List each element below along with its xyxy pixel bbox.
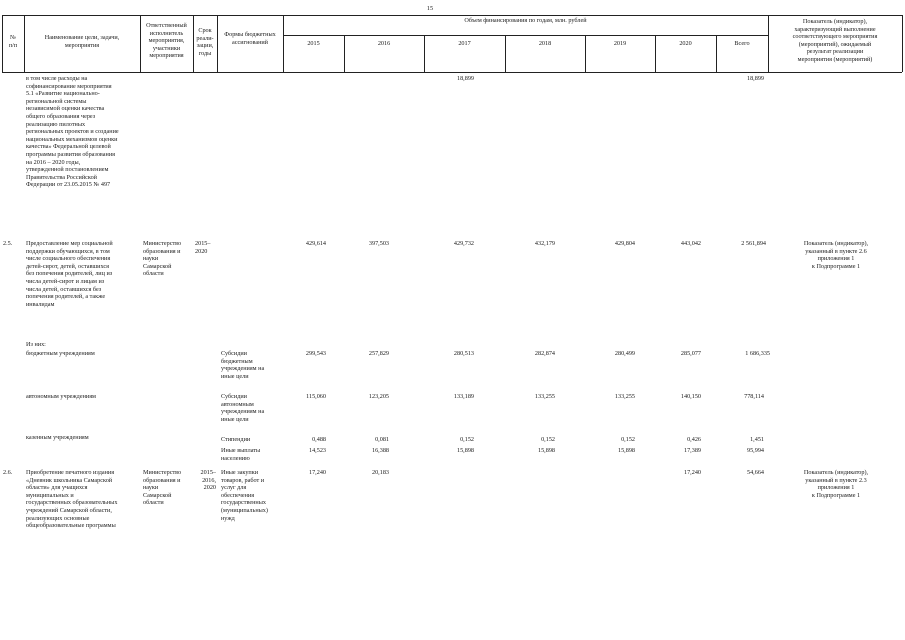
- header-year-2020: 2020: [679, 40, 692, 47]
- state-inst-oth-2018: 15,898: [537, 447, 555, 454]
- header-year-2018: 2018: [538, 40, 552, 47]
- state-inst-form-other-payments: Иные выплаты населению: [221, 447, 261, 462]
- of-them-label: Из них:: [26, 341, 46, 348]
- state-inst-sch-2019: 0,152: [621, 436, 635, 443]
- header-name-col: Наименование цели, задачи, мероприятия: [44, 34, 120, 49]
- header-responsible-col: Ответственный исполнитель мероприятия, участники мероприятия: [146, 22, 187, 60]
- row-25-number: 2.5.: [3, 240, 13, 247]
- header-year-2017: 2017: [458, 40, 471, 47]
- state-inst-sch-2020: 0,426: [687, 436, 701, 443]
- header-bottom-rule: [2, 72, 902, 73]
- state-inst-sch-2017: 0,152: [460, 436, 474, 443]
- page-number: 15: [426, 5, 434, 12]
- row-26-name: Приобретение печатного издания «Дневник школьника Самарской области» для учащихся муниципальных и государственных образовательных учреждений Самарской области, реализующих основные общеобразовательные программы: [26, 469, 118, 530]
- row-26-form: Иные закупки товаров, работ и услуг для обеспечения государственных (муниципальных) нужд: [221, 469, 268, 522]
- header-indicator-col: Показатель (индикатор), характеризующий выполнение соответствующего мероприятия (мероприятий), ожидаемый результат реализации мероприятия (мероприятий): [792, 18, 878, 63]
- header-top-rule: [2, 15, 902, 16]
- header-year-2019: 2019: [613, 40, 627, 47]
- row-26-responsible: Министерство образования и науки Самарской области: [143, 469, 182, 507]
- budget-inst-2015: 299,543: [305, 350, 326, 357]
- row-25-2019: 429,804: [614, 240, 635, 247]
- state-inst-oth-2020: 17,389: [683, 447, 701, 454]
- autonomous-inst-name: автономным учреждениям: [26, 393, 96, 400]
- budget-inst-name: бюджетным учреждениям: [26, 350, 95, 357]
- state-inst-form-scholarships: Стипендии: [221, 436, 251, 443]
- autonomous-inst-2017: 133,189: [453, 393, 474, 400]
- state-inst-oth-2019: 15,898: [617, 447, 635, 454]
- header-year-2016: 2016: [377, 40, 391, 47]
- budget-inst-total: 1 686,335: [745, 350, 770, 357]
- state-inst-oth-2017: 15,898: [456, 447, 474, 454]
- header-border: [902, 15, 903, 72]
- row-51-total: 18,899: [746, 75, 764, 82]
- row-25-total: 2 561,894: [741, 240, 766, 247]
- autonomous-inst-2020: 140,150: [680, 393, 701, 400]
- header-funding-col: Объем финансирования по годам, млн. рублей: [464, 17, 587, 24]
- row-26-2015: 17,240: [308, 469, 326, 476]
- state-inst-sch-2018: 0,152: [541, 436, 555, 443]
- row-25-2015: 429,614: [305, 240, 326, 247]
- header-total: Всего: [734, 40, 750, 47]
- state-inst-oth-2016: 16,388: [371, 447, 389, 454]
- state-inst-sch-total: 1,451: [750, 436, 764, 443]
- row-51-name: в том числе расходы на софинансирование мероприятия 5.1 «Развитие национально- региональной системы независимой оценки качества общего образования через реализацию пилотных региональных проектов и создание национальных механизмов оценки качества» Федеральной целевой программы развития образования на 2016 – 2020 годы, утвержденной постановлением Правительства Российской Федерации от 23.05.2015 № 497: [26, 75, 119, 189]
- state-inst-sch-2016: 0,081: [375, 436, 389, 443]
- state-inst-oth-total: 95,994: [746, 447, 764, 454]
- budget-inst-2019: 280,499: [614, 350, 635, 357]
- budget-inst-2018: 282,874: [534, 350, 555, 357]
- header-number-col: № п/п: [8, 34, 18, 49]
- row-51-2017: 18,899: [456, 75, 474, 82]
- autonomous-inst-2015: 115,060: [306, 393, 326, 400]
- row-25-name: Предоставление мер социальной поддержки обучающихся, в том числе социального обеспечения детей-сирот, детей, оставшихся без попечения родителей, лиц из числа детей-сирот и лицам из числа детей, оставшихся без попечения родителей, а также инвалидам: [26, 240, 113, 308]
- row-26-total: 54,664: [746, 469, 764, 476]
- header-year-2015: 2015: [307, 40, 320, 47]
- state-inst-oth-2015: 14,523: [308, 447, 326, 454]
- state-inst-name: казенным учреждениям: [26, 434, 89, 441]
- header-forms-col: Формы бюджетных ассигнований: [224, 31, 276, 46]
- row-26-number: 2.6.: [3, 469, 13, 476]
- autonomous-inst-total: 778,114: [744, 393, 764, 400]
- autonomous-inst-form: Субсидии автономным учреждениям на иные цели: [221, 393, 265, 423]
- row-25-indicator: Показатель (индикатор), указанный в пункте 2.6 приложения 1 к Подпрограмме 1: [803, 240, 869, 270]
- autonomous-inst-2019: 133,255: [614, 393, 635, 400]
- autonomous-inst-2018: 133,255: [534, 393, 555, 400]
- row-25-term: 2015– 2020: [195, 240, 211, 255]
- budget-inst-form: Субсидии бюджетным учреждениям на иные цели: [221, 350, 265, 380]
- state-inst-sch-2015: 0,488: [312, 436, 326, 443]
- header-term-col: Срок реали- зации, годы: [196, 27, 214, 57]
- budget-inst-2017: 280,513: [453, 350, 474, 357]
- row-25-responsible: Министерство образования и науки Самарской области: [143, 240, 182, 278]
- row-25-2020: 443,042: [680, 240, 701, 247]
- row-26-indicator: Показатель (индикатор), указанный в пункте 2.3 приложения 1 к Подпрограмме 1: [803, 469, 869, 499]
- row-25-2016: 397,503: [368, 240, 389, 247]
- budget-inst-2016: 257,829: [368, 350, 389, 357]
- row-26-term: 2015– 2016, 2020: [200, 469, 216, 492]
- row-26-2020: 17,240: [683, 469, 701, 476]
- years-divider-rule: [283, 35, 768, 36]
- autonomous-inst-2016: 123,205: [368, 393, 389, 400]
- budget-inst-2020: 285,077: [680, 350, 701, 357]
- row-25-2017: 429,732: [453, 240, 474, 247]
- row-26-2016: 20,183: [371, 469, 389, 476]
- row-25-2018: 432,179: [534, 240, 555, 247]
